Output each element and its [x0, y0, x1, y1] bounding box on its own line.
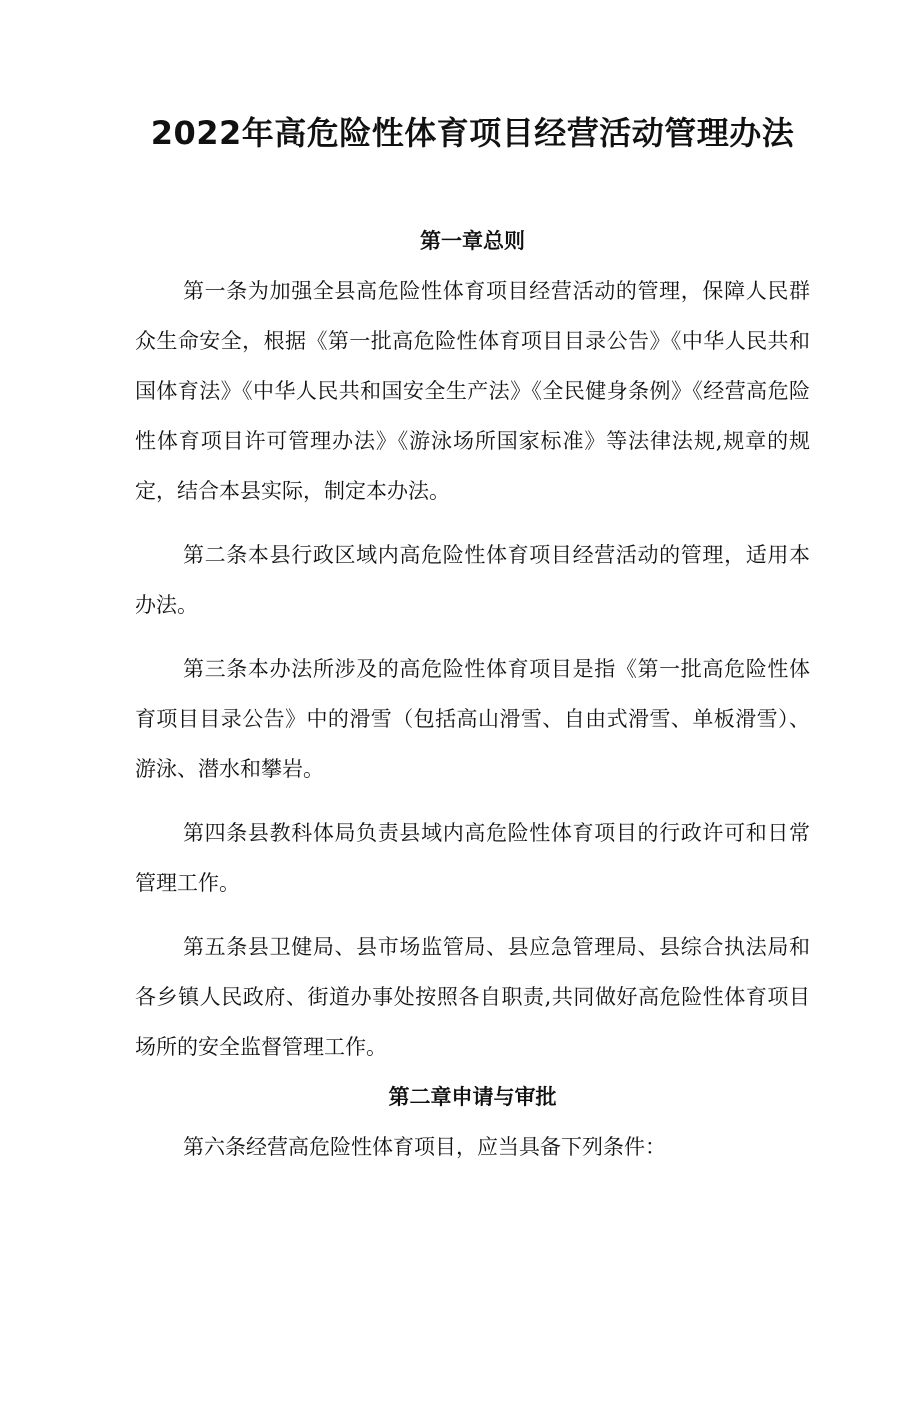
article-paragraph: 第三条本办法所涉及的高危险性体育项目是指《第一批高危险性体育项目目录公告》中的滑雪（包括高山滑雪、自由式滑雪、单板滑雪）、游泳、潜水和攀岩。 [135, 657, 810, 781]
chapter-heading: 第二章申请与审批 [388, 1084, 557, 1109]
article-paragraph: 第四条县教科体局负责县域内高危险性体育项目的行政许可和日常管理工作。 [135, 821, 810, 895]
article-paragraph: 第六条经营高危险性体育项目，应当具备下列条件： [183, 1135, 666, 1159]
article-paragraph: 第一条为加强全县高危险性体育项目经营活动的管理，保障人民群众生命安全，根据《第一批高危险性体育项目目录公告》《中华人民共和国体育法》《中华人民共和国安全生产法》《全民健身条例》《经营高危险性体育项目许可管理办法》《游泳场所国家标准》等法律法规,规章的规定，结合本县实际，制定本办法。 [135, 279, 810, 503]
chapter-heading: 第一章总则 [420, 228, 525, 253]
article-paragraph: 第五条县卫健局、县市场监管局、县应急管理局、县综合执法局和各乡镇人民政府、街道办事处按照各自职责,共同做好高危险性体育项目场所的安全监督管理工作。 [135, 935, 810, 1059]
document-page [0, 108, 920, 1409]
article-paragraph: 第二条本县行政区域内高危险性体育项目经营活动的管理，适用本办法。 [135, 543, 810, 617]
document-title: 2022年高危险性体育项目经营活动管理办法 [150, 114, 795, 152]
